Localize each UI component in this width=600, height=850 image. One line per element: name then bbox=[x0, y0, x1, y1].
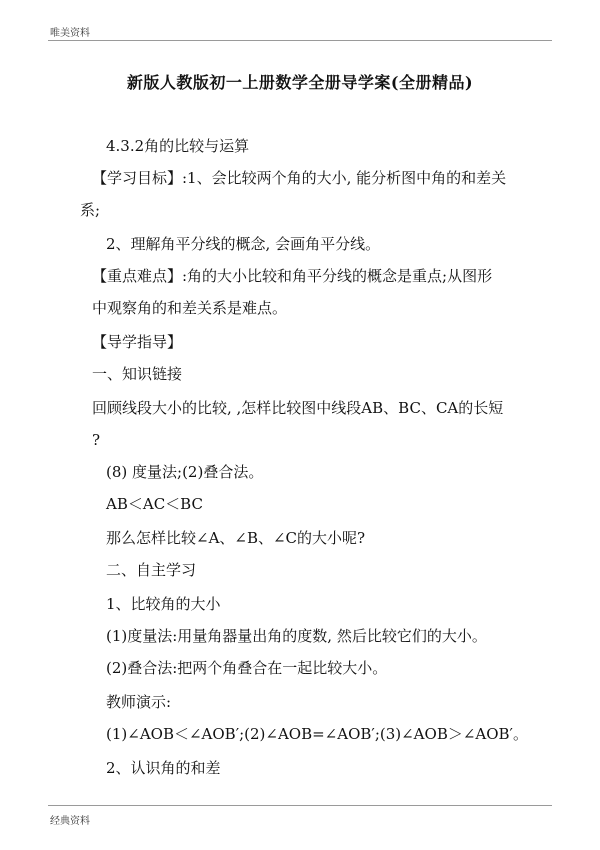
paragraph-line: 1、比较角的大小 bbox=[106, 595, 221, 613]
document-title: 新版人教版初一上册数学全册导学案(全册精品) bbox=[126, 73, 474, 92]
paragraph-line: 【重点难点】:角的大小比较和角平分线的概念是重点;从图形 bbox=[92, 267, 493, 285]
paragraph-line: 教师演示: bbox=[106, 693, 172, 711]
paragraph-line: 【学习目标】:1、会比较两个角的大小, 能分析图中角的和差关 bbox=[92, 169, 507, 187]
paragraph-line: (1)∠AOB＜∠AOB′;(2)∠AOB=∠AOB′;(3)∠AOB＞∠AOB′。 bbox=[106, 725, 528, 743]
paragraph-line: 那么怎样比较∠A、∠B、∠C的大小呢? bbox=[106, 529, 366, 547]
paragraph-line: 【导学指导】 bbox=[92, 333, 183, 351]
paragraph-line: 二、自主学习 bbox=[106, 561, 197, 579]
header-rule bbox=[48, 40, 552, 41]
paragraph-line: 2、理解角平分线的概念, 会画角平分线。 bbox=[106, 235, 381, 253]
paragraph-line: (8) 度量法;(2)叠合法。 bbox=[106, 463, 264, 481]
paragraph-line: AB＜AC＜BC bbox=[106, 495, 203, 513]
page-header: 唯美资料 bbox=[50, 28, 90, 39]
paragraph-line: (2)叠合法:把两个角叠合在一起比较大小。 bbox=[106, 659, 388, 677]
paragraph-line: 回顾线段大小的比较, ,怎样比较图中线段AB、BC、CA的长短 bbox=[92, 399, 504, 417]
paragraph-line: 中观察角的和差关系是难点。 bbox=[92, 299, 288, 317]
paragraph-line: 2、认识角的和差 bbox=[106, 759, 221, 777]
paragraph-line: 系; bbox=[80, 201, 101, 219]
footer-rule bbox=[48, 805, 552, 806]
paragraph-line: ? bbox=[92, 431, 101, 449]
paragraph-line: 一、知识链接 bbox=[92, 365, 183, 383]
paragraph-line: (1)度量法:用量角器量出角的度数, 然后比较它们的大小。 bbox=[106, 627, 487, 645]
section-heading: 4.3.2角的比较与运算 bbox=[106, 137, 250, 155]
page-footer: 经典资料 bbox=[50, 816, 90, 827]
